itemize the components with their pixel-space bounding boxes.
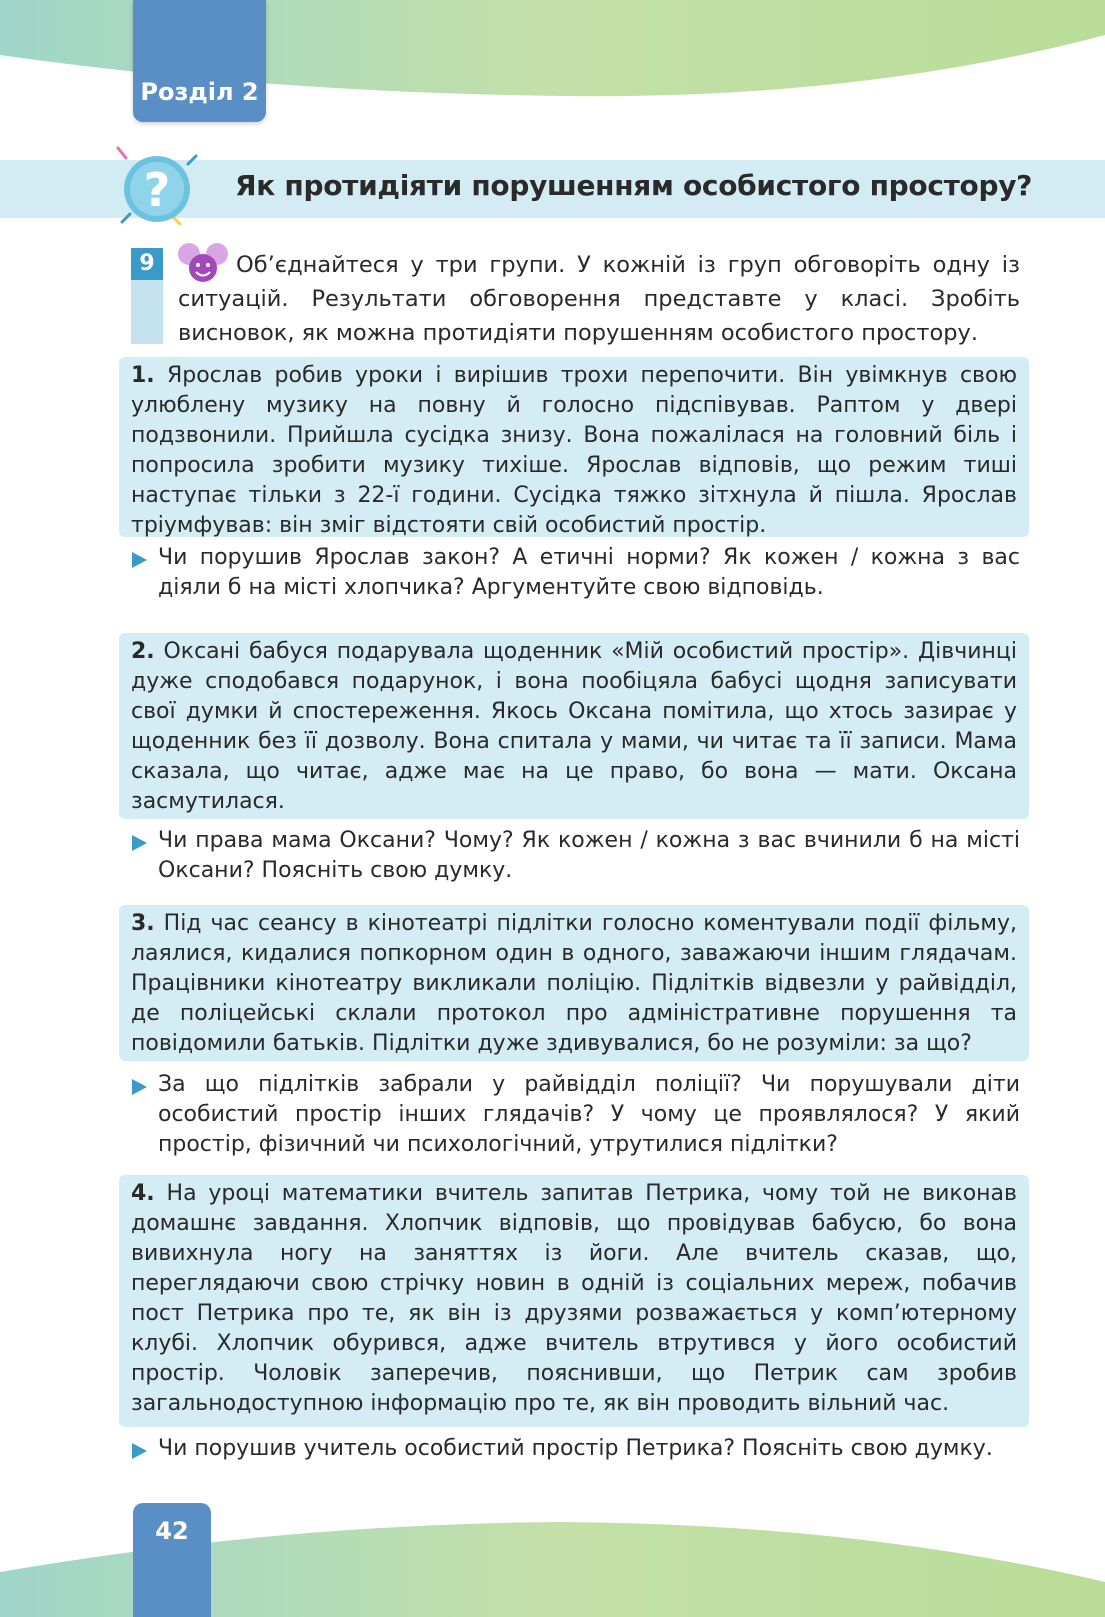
case-text: Ярослав робив уроки і вирішив трохи перепочити. Він увімкнув свою улюблену музику на повну й голосно підспівував. Раптом у двері подзвонили. Прийшла сусідка знизу. Вона пожалілася на головний біль і попросила зробити музику тихіше. Ярослав відповів, що режим тиші наступає тільки з 22-ї години. Сусідка тяжко зітхнула й пішла. Ярослав тріумфував: він зміг відстояти свій особистий простір. (131, 363, 1018, 538)
question-text: Чи права мама Оксани? Чому? Як кожен / кожна з вас вчинили б на місті Оксани? Поясніть свою думку. (158, 828, 1020, 883)
chapter-label: Розділ 2 (140, 78, 259, 106)
chapter-tab (133, 0, 266, 122)
task-intro: Об’єднайтеся у три групи. У кожній із груп обговоріть одну із ситуацій. Результати обговорення представте у класі. Зробіть висновок, як можна протидіяти порушенням особистого простору. (178, 252, 1020, 346)
question-text: Чи порушив учитель особистий простір Петрика? Поясніть свою думку. (158, 1436, 993, 1461)
case-text: Під час сеансу в кінотеатрі підлітки голосно коментували події фільму, лаялися, кидалися попкорном один в одного, заважаючи іншим глядачам. Працівники кінотеатру викликали поліцію. Підлітків відвезли у райвідділ, де поліцейські склали протокол про адміністративне порушення та повідомили батьків. Підлітки дуже здивувалися, бо не розуміли: за що? (131, 911, 1017, 1056)
task-number-badge (131, 248, 163, 344)
arrow-right-icon (132, 835, 147, 851)
case-number: 2. (131, 639, 155, 664)
svg-text:?: ? (143, 163, 171, 217)
case-4-question (132, 1434, 1020, 1464)
arrow-right-icon (132, 552, 147, 568)
task-number: 9 (131, 248, 163, 280)
question-text: Чи порушив Ярослав закон? А етичні норми? Як кожен / кожна з вас діяли б на місті хлопчика? Аргументуйте свою відповідь. (158, 545, 1020, 600)
case-text: На уроці математики вчитель запитав Петрика, чому той не виконав домашнє завдання. Хлопчик відповів, що провідував бабусю, бо вона вивихнула ногу на заняттях із йоги. Але вчитель сказав, що, переглядаючи свою стрічку новин в одній із соціальних мереж, побачив пост Петрика про те, як він із друзями розважається у комп’ютерному клубі. Хлопчик обурився, адже вчитель втрутився у його особистий простір. Чоловік заперечив, пояснивши, що Петрик сам зробив загальнодоступною інформацію про те, як він проводить вільний час. (131, 1181, 1018, 1416)
case-number: 3. (131, 911, 155, 936)
section-title: Як протидіяти порушенням особистого простору? (235, 169, 1033, 202)
case-1-question (132, 543, 1020, 603)
case-4 (119, 1175, 1029, 1427)
case-3 (119, 905, 1029, 1061)
case-3-question (132, 1070, 1020, 1160)
question-text: За що підлітків забрали у райвідділ поліції? Чи порушували діти особистий простір інших глядачів? У чому це проявлялося? У який простір, фізичний чи психологічний, утрутилися підлітки? (158, 1072, 1020, 1157)
case-1 (119, 357, 1029, 537)
page-number: 42 (155, 1517, 189, 1545)
arrow-right-icon (132, 1079, 147, 1095)
arrow-right-icon (132, 1443, 147, 1459)
case-text: Оксані бабуся подарувала щоденник «Мій особистий простір». Дівчинці дуже сподобався подарунок, і вона пообіцяла бабусі щодня записувати свої думки й спостереження. Якось Оксана помітила, що хтось зазирає у щоденник без її дозволу. Вона спитала у мами, чи читає та її записи. Мама сказала, що читає, адже має на це право, бо вона — мати. Оксана засмутилася. (131, 639, 1017, 814)
case-2 (119, 633, 1029, 819)
case-number: 1. (131, 363, 155, 388)
case-number: 4. (131, 1181, 155, 1206)
question-mark-icon (110, 142, 205, 237)
page-number-tab (133, 1503, 211, 1617)
case-2-question (132, 826, 1020, 886)
